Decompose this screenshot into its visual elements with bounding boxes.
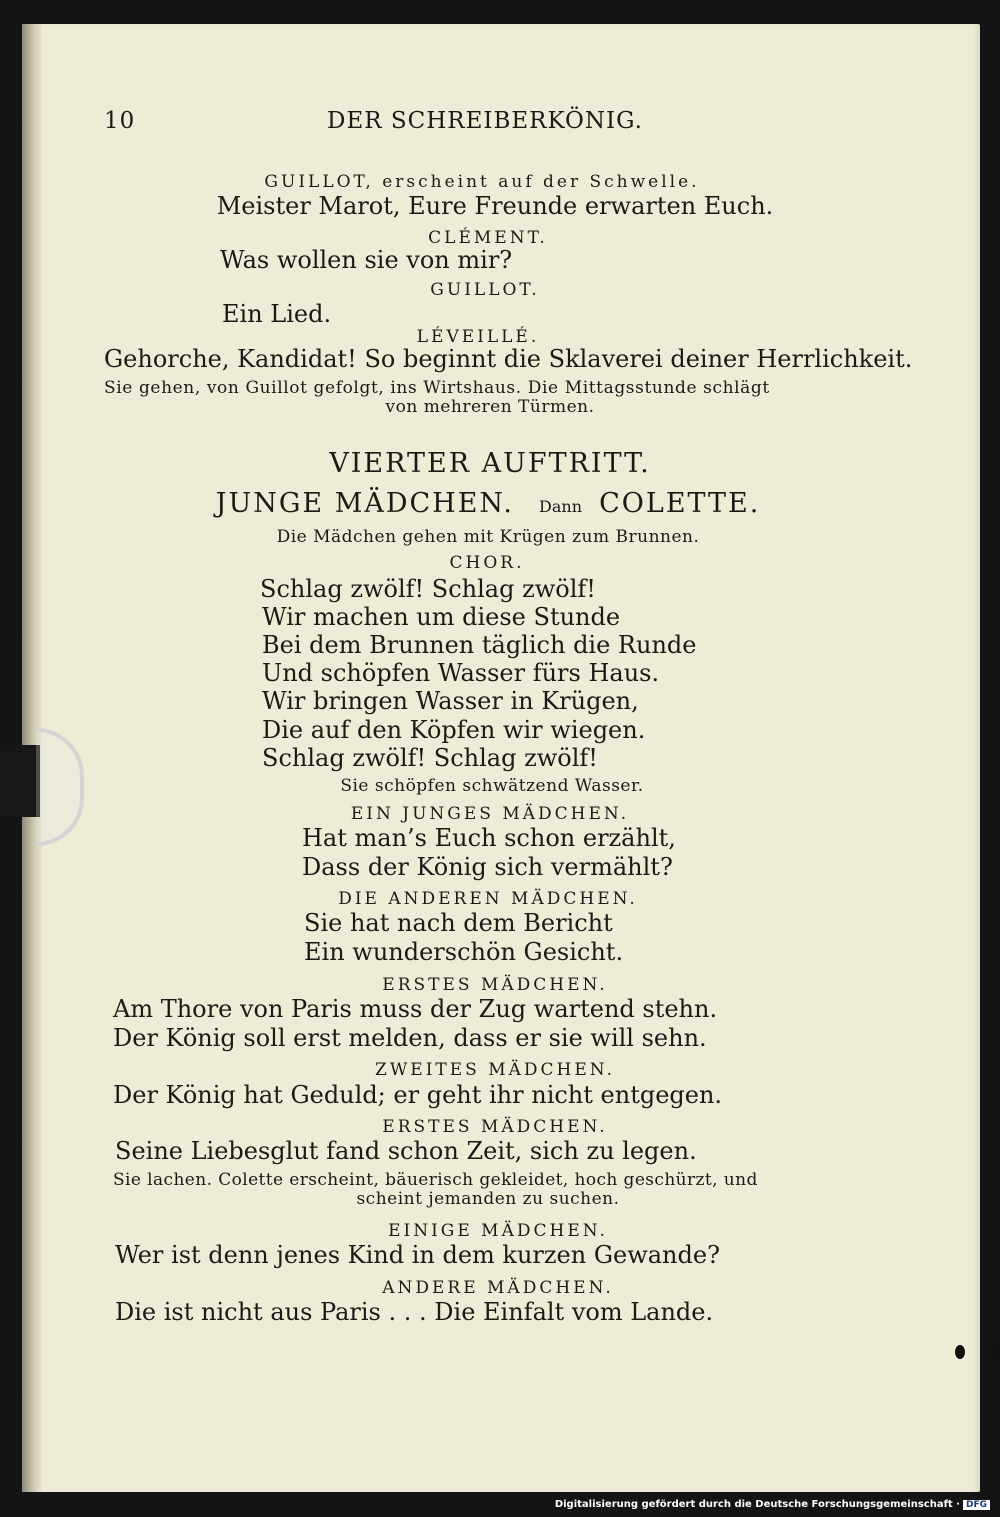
verse-line: Sie hat nach dem Bericht [304, 909, 613, 937]
verse-line: Hat man’s Euch schon erzählt, [302, 824, 676, 852]
speaker-guillot: GUILLOT. [430, 280, 540, 300]
stage-direction: scheint jemanden zu suchen. [356, 1189, 620, 1209]
text-line: Ein Lied. [222, 300, 332, 328]
verse-line: Schlag zwölf! Schlag zwölf! [260, 575, 596, 603]
speaker-chor: CHOR. [449, 553, 525, 573]
verse-line: Schlag zwölf! Schlag zwölf! [262, 744, 598, 772]
margin-dot [955, 1345, 965, 1359]
text-line: Gehorche, Kandidat! So beginnt die Sklaverei deiner Herrlichkeit. [104, 345, 913, 373]
stage-direction: von mehreren Türmen. [385, 397, 595, 417]
text-line: Am Thore von Paris muss der Zug wartend stehn. [113, 995, 718, 1023]
text-line: Wer ist denn jenes Kind in dem kurzen Gewande? [115, 1241, 720, 1269]
characters-maedchen: JUNGE MÄDCHEN. [215, 488, 514, 519]
page-number: 10 [104, 108, 136, 134]
text-line: Der König soll erst melden, dass er sie will sehn. [113, 1024, 707, 1052]
speaker-zweites-maedchen: ZWEITES MÄDCHEN. [375, 1060, 615, 1080]
verse-line: Ein wunderschön Gesicht. [304, 938, 624, 966]
scene-title: VIERTER AUFTRITT. [329, 448, 651, 479]
verse-line: Wir machen um diese Stunde [262, 603, 621, 631]
stage-direction: Sie gehen, von Guillot gefolgt, ins Wirtshaus. Die Mittagsstunde schlägt [104, 378, 770, 398]
dfg-logo: DFG [963, 1500, 990, 1510]
text-line: Was wollen sie von mir? [220, 246, 513, 274]
credit-text: Digitalisierung gefördert durch die Deutsche Forschungsgemeinschaft · [554, 1499, 960, 1510]
scene-characters [0, 488, 988, 519]
verse-line: Dass der König sich vermählt? [302, 853, 673, 881]
verse-line: Und schöpfen Wasser fürs Haus. [262, 659, 660, 687]
verse-line: Die auf den Köpfen wir wiegen. [262, 716, 646, 744]
stage-direction: Die Mädchen gehen mit Krügen zum Brunnen. [276, 527, 700, 547]
characters-colette: COLETTE. [599, 488, 761, 519]
verse-line: Wir bringen Wasser in Krügen, [262, 687, 639, 715]
speaker-leveille: LÉVEILLÉ. [416, 327, 540, 347]
characters-dann: Dann [539, 497, 582, 516]
speaker-einige-maedchen: EINIGE MÄDCHEN. [388, 1221, 608, 1241]
speaker-erstes-maedchen: ERSTES MÄDCHEN. [382, 1117, 608, 1137]
speaker-andere-maedchen: ANDERE MÄDCHEN. [382, 1278, 614, 1298]
speaker-clement: CLÉMENT. [428, 228, 548, 248]
speaker-ein-junges-maedchen: EIN JUNGES MÄDCHEN. [350, 804, 630, 824]
verse-line: Bei dem Brunnen täglich die Runde [262, 631, 697, 659]
text-line: Der König hat Geduld; er geht ihr nicht entgegen. [113, 1081, 723, 1109]
margin-dot [990, 1345, 1000, 1359]
text-line: Die ist nicht aus Paris . . . Die Einfalt vom Lande. [115, 1298, 714, 1326]
stage-direction: Sie lachen. Colette erscheint, bäuerisch gekleidet, hoch geschürzt, und [113, 1170, 758, 1190]
speaker-die-anderen-maedchen: DIE ANDEREN MÄDCHEN. [338, 889, 638, 909]
speaker-erstes-maedchen: ERSTES MÄDCHEN. [382, 975, 608, 995]
text-line: Seine Liebesglut fand schon Zeit, sich zu legen. [115, 1137, 697, 1165]
speaker-guillot: GUILLOT, erscheint auf der Schwelle. [264, 172, 700, 192]
text-line: Meister Marot, Eure Freunde erwarten Euch. [216, 192, 774, 220]
digitization-credit [555, 1499, 990, 1510]
stage-direction: Sie schöpfen schwätzend Wasser. [340, 776, 644, 796]
running-title: DER SCHREIBERKÖNIG. [327, 108, 643, 134]
